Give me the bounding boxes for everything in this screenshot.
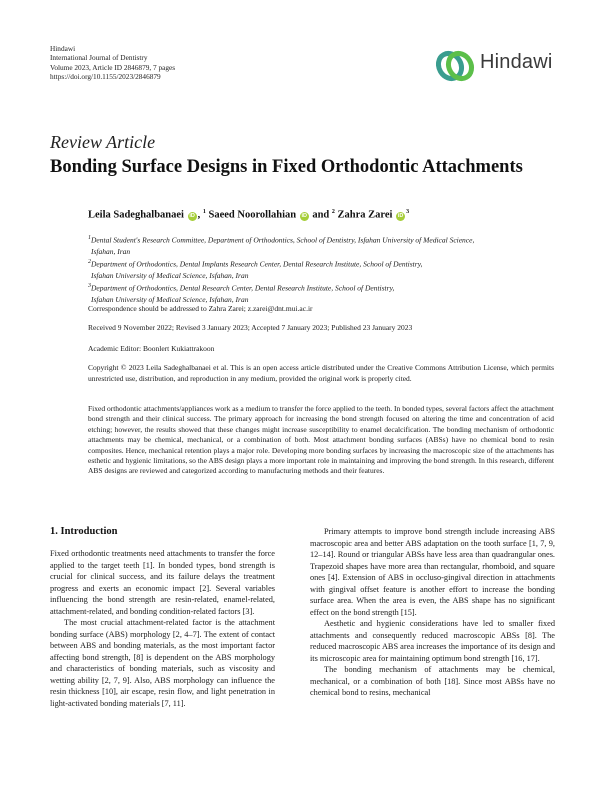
academic-editor: Academic Editor: Boonlert Kukiattrakoon [88, 344, 215, 353]
affiliation [88, 233, 558, 246]
section-heading: 1. Introduction [50, 526, 118, 537]
logo-text: Hindawi [480, 51, 553, 73]
author-name: Leila Sadeghalbanaei [88, 209, 184, 221]
journal-info [50, 44, 175, 82]
publisher-name: Hindawi [50, 44, 76, 53]
paragraph: The bonding mechanism of attachments may be chemical, mechanical, or a combination of both [18]. Since most ABSs have no chemical bond to resins, mechanical [310, 665, 555, 697]
affiliation-line: Isfahan, Iran [91, 246, 131, 256]
affiliation-line: Isfahan University of Medical Science, Isfahan, Iran [91, 294, 249, 304]
author-separator: , [197, 209, 203, 221]
affiliation-number: 1 [88, 235, 91, 241]
journal-volume: Volume 2023, Article ID 2846879, 7 pages [50, 62, 176, 72]
affiliation-number: 3 [88, 282, 91, 289]
orcid-icon[interactable]: iD [301, 212, 307, 219]
abstract: Fixed orthodontic attachments/appliances work as a medium to transfer the force applied to the teeth. In bonded types, several factors affect the attachment bond strength and their clinical success. The primary approach for increasing the bond strength focused on altering the time and concentration of acid etching; however, the results showed that these changes might increase susceptibility to enamel decalcification. The bonding mechanism of orthodontic attachments may be chemical, mechanical, or a combination of both. Most attachment bonding surfaces (ABSs) have no chemical bond to resin composites. Hence, mechanical retention plays a major role. Developing more bonding surfaces by increasing the macroscopic size of the attachments has esthetic and hygienic limitations, so the ABS design plays a more important role in maintaining and improving the bond strength. In this research, different ABS designs are reviewed and categorized according to manufacturing methods and their features. [88, 404, 554, 476]
journal-name: International Journal of Dentistry [50, 53, 148, 63]
author-separator: and [309, 209, 332, 221]
right-column [310, 526, 555, 699]
author-affil-number: 1 [202, 209, 206, 215]
left-column [50, 548, 275, 709]
paragraph: Fixed orthodontic treatments need attachments to transfer the force applied to the target teeth [1]. In bonded types, bond strength is crucial for clinical success, and its failure delays the treatment progress and exerts an economic impact [2]. Several variables influencing the bond strength are resin-related, enamel-related, attachment-related, and bonding condition-related factors [3]. [50, 549, 275, 616]
article-type: Review Article [50, 132, 156, 152]
affiliations [88, 233, 558, 305]
orcid-icon[interactable]: iD [189, 212, 195, 219]
affiliation [88, 281, 558, 294]
paragraph: Primary attempts to improve bond strength include increasing ABS macroscopic area and better ABS adaptation on the tooth surface [1, 7, 9, 12–14]. Round or triangular ABSs have less area than quadrangular ones. Trapezoid shapes have more area than rectangular, rhomboid, and square ones [4]. Extension of ABS in occluso-gingival direction in attachments with gingival offset feature is another effort to increase the bonding surface area. When the area is even, the ABS shape has no significant effect on the bond strength [15]. [310, 527, 555, 617]
affiliation-line: Dental Student's Research Committee, Department of Orthodontics, School of Dentistry, Isfahan University of Medical Science, [91, 235, 475, 245]
author-list [88, 209, 409, 221]
publication-dates: Received 9 November 2022; Revised 3 January 2023; Accepted 7 January 2023; Published 23 January 2023 [88, 323, 413, 332]
journal-doi[interactable]: https://doi.org/10.1155/2023/2846879 [50, 72, 161, 82]
hindawi-logo [436, 48, 551, 84]
author-name: Zahra Zarei [337, 209, 393, 221]
hindawi-logo-icon [436, 48, 476, 84]
affiliation-number: 2 [88, 258, 91, 265]
copyright-notice: Copyright © 2023 Leila Sadeghalbanaei et al. This is an open access article distributed under the Creative Commons Attribution License, which permits unrestricted use, distribution, and reproduction in any medium, provided the original work is properly cited. [88, 363, 554, 383]
paragraph: The most crucial attachment-related factor is the attachment bonding surface (ABS) morphology [2, 4–7]. The extent of contact between ABS and bonding materials, as the most important factor affecting bond strength, [8] is dependent on the ABS morphology and characteristics of bonding materials, such as viscosity and wetting ability [2, 7, 9]. Also, ABS morphology can influence the resin thickness [10], air escape, resin flow, and light penetration in light-activated bonding materials [7, 11]. [50, 618, 275, 708]
correspondence: Correspondence should be addressed to Zahra Zarei; z.zarei@dnt.mui.ac.ir [88, 304, 313, 313]
affiliation-line: Department of Orthodontics, Dental Research Center, Dental Research Institute, School of Dentistry, [91, 283, 395, 293]
affiliation-line: Isfahan University of Medical Science, Isfahan, Iran [91, 270, 249, 280]
author-affil-number: 2 [331, 209, 335, 215]
author-name: Saeed Noorollahian [208, 209, 297, 221]
article-title: Bonding Surface Designs in Fixed Orthodontic Attachments [50, 157, 523, 177]
orcid-icon[interactable]: iD [397, 212, 404, 219]
affiliation-line: Department of Orthodontics, Dental Implants Research Center, Dental Research Institute, School of Dentistry, [91, 259, 423, 269]
author-affil-number: 3 [406, 209, 410, 215]
affiliation [88, 257, 558, 270]
paragraph: Aesthetic and hygienic considerations have led to smaller fixed attachments and consequently reduced macroscopic ABSs [8]. The reduced macroscopic ABS area increases the importance of its design and its microscopic area for maintaining optimum bond strength [16, 17]. [310, 619, 555, 663]
